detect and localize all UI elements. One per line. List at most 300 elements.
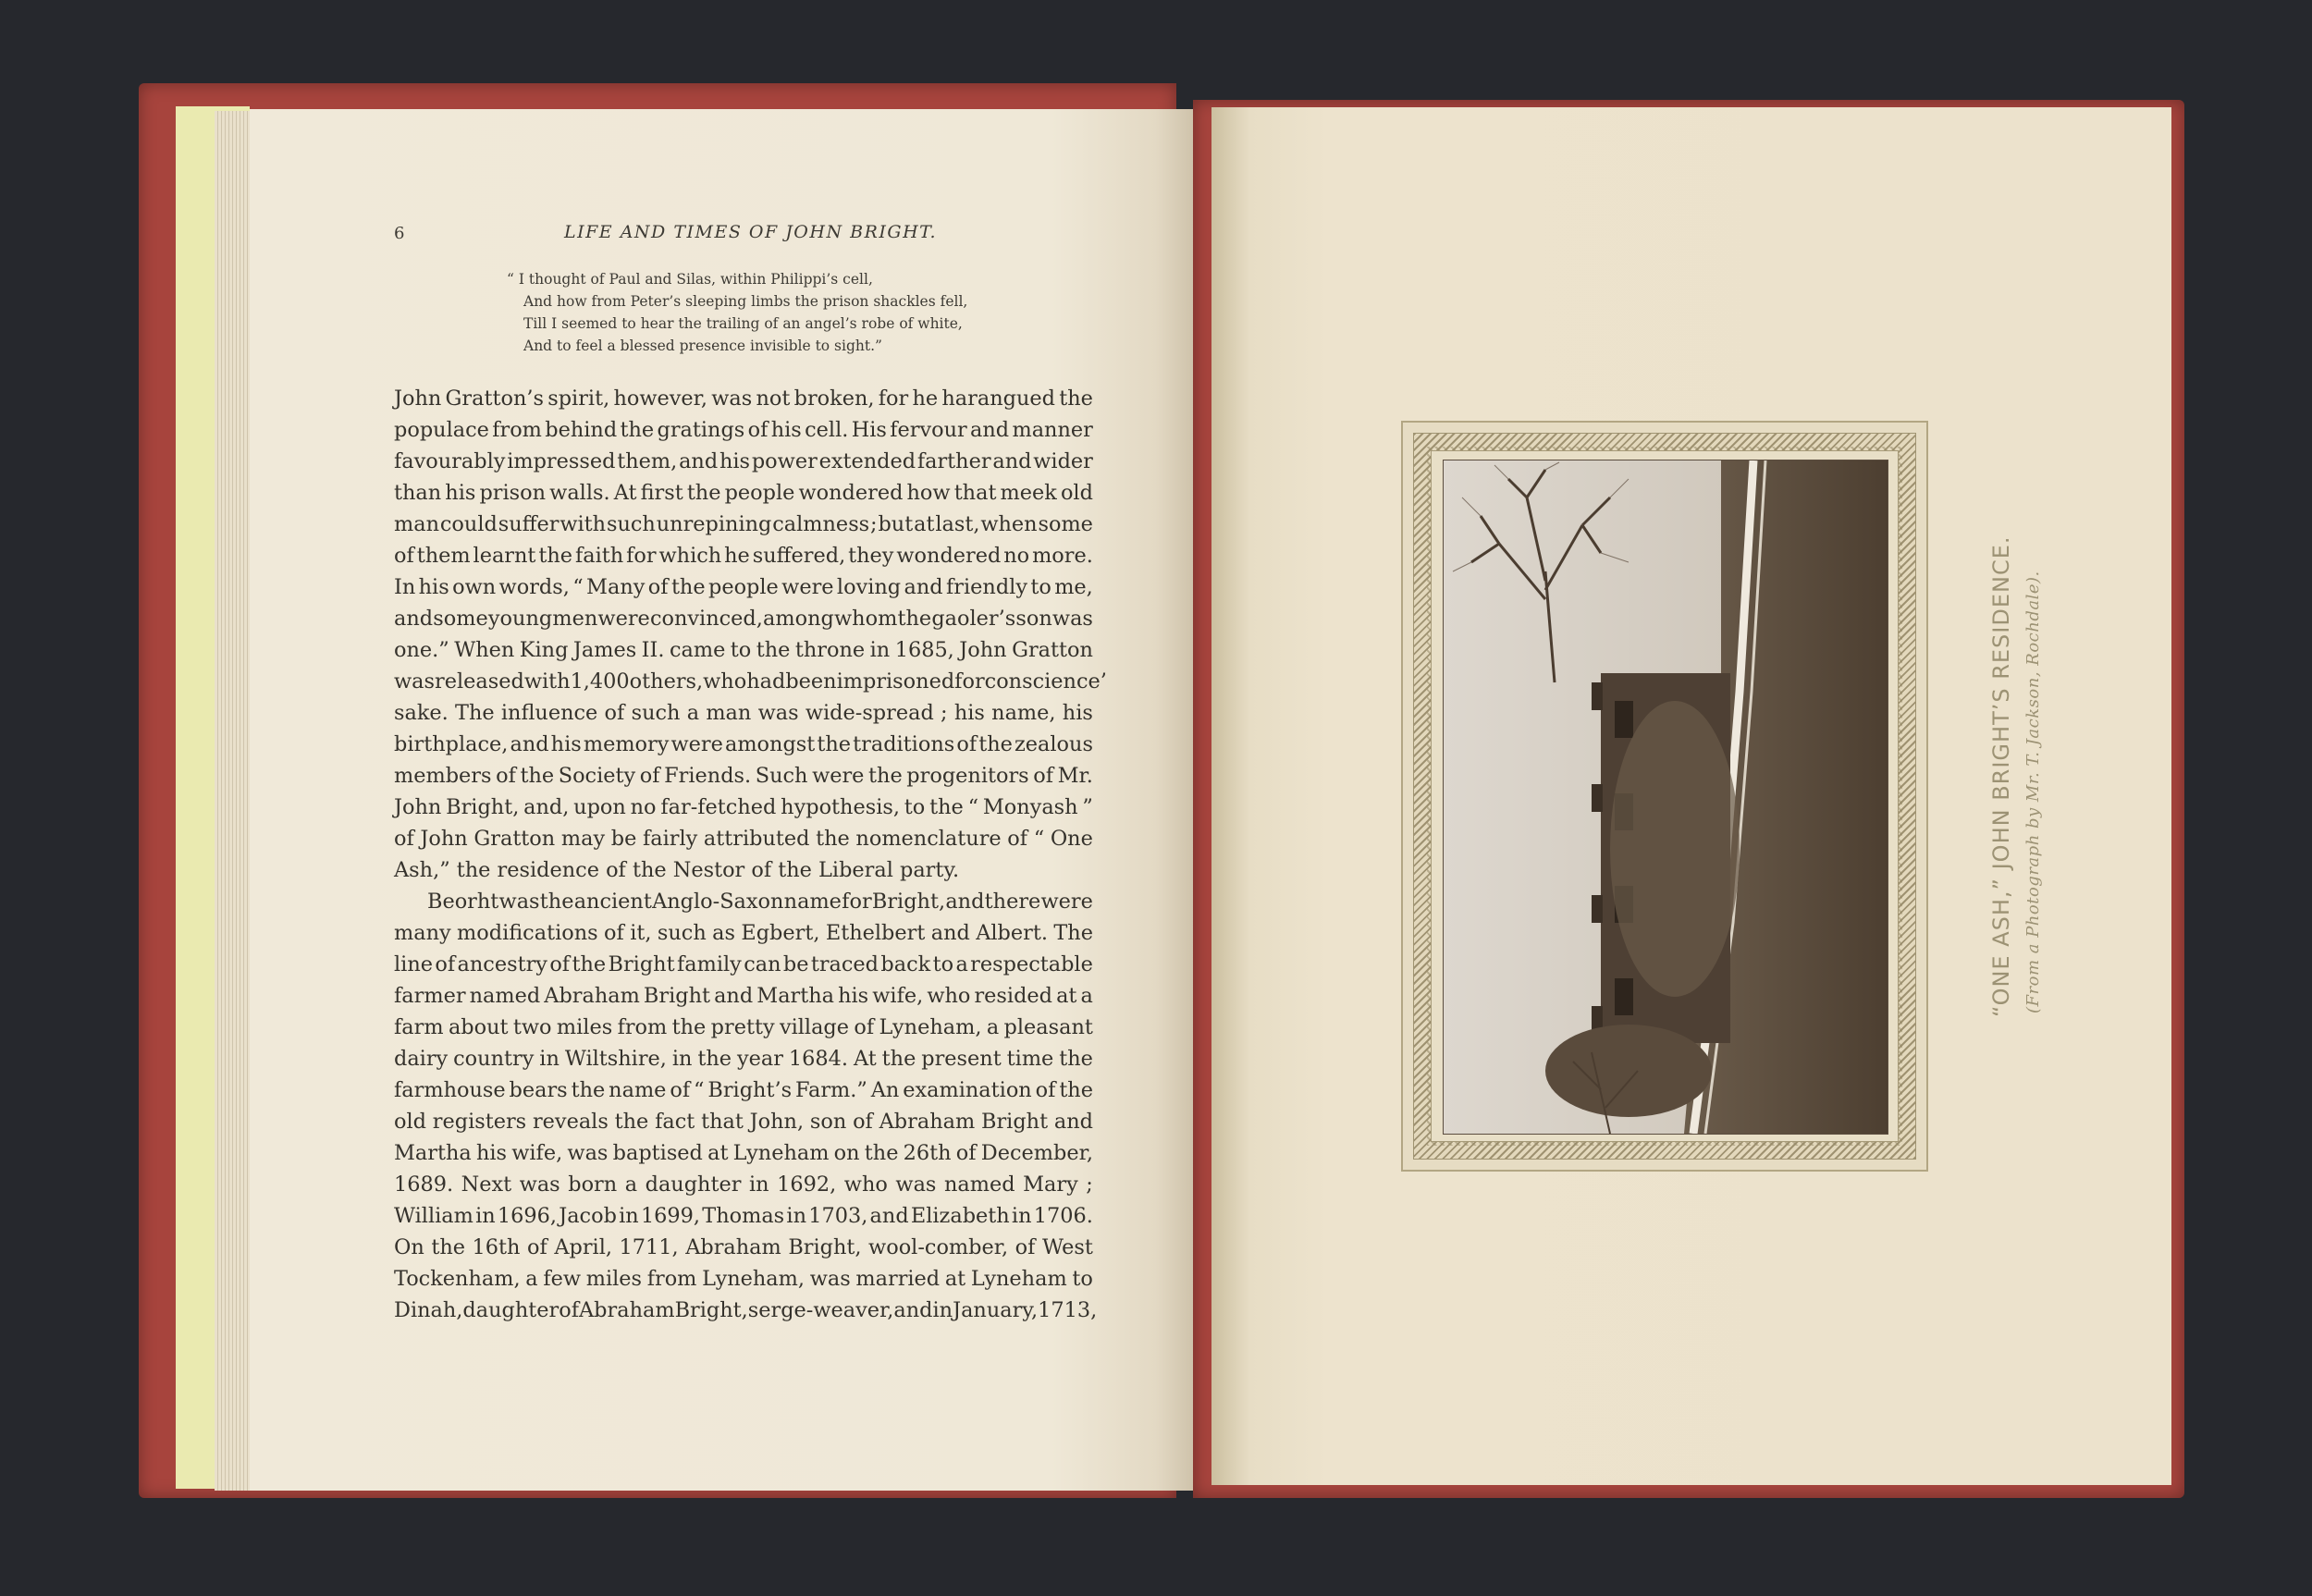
word: James	[572, 638, 637, 662]
word: who	[703, 669, 747, 694]
word: of	[639, 764, 660, 788]
word: “	[572, 575, 584, 599]
word: Albert.	[976, 921, 1048, 945]
word: Anglo-Saxon	[652, 890, 784, 914]
word: Ethelbert	[825, 921, 926, 945]
word: to	[1072, 1267, 1093, 1291]
word: modifications	[457, 921, 598, 945]
word: which	[658, 544, 722, 568]
word: An	[870, 1078, 900, 1102]
word: family	[676, 952, 742, 976]
word: more.	[1032, 544, 1093, 568]
word: the	[868, 764, 903, 788]
word: from	[492, 418, 542, 442]
page-number: 6	[394, 224, 405, 243]
word: many	[394, 921, 451, 945]
word: Lyneham	[732, 1141, 830, 1165]
word: Jacob	[559, 1204, 617, 1228]
word: two	[512, 1015, 552, 1039]
word: Beorht	[427, 890, 499, 914]
word: of	[559, 1298, 580, 1322]
word: were	[812, 764, 865, 788]
word: in	[539, 1047, 560, 1071]
word: and	[970, 418, 1010, 442]
word: was	[567, 1141, 609, 1165]
word: registers	[432, 1110, 527, 1134]
text-line	[394, 540, 1093, 571]
word: a	[686, 701, 700, 725]
word: broken,	[793, 387, 875, 411]
word: named	[943, 1172, 1015, 1197]
word: son	[1015, 607, 1052, 631]
word: the	[978, 732, 1013, 756]
text-line	[394, 1169, 1093, 1200]
word: of	[1015, 1235, 1036, 1259]
word: On	[394, 1235, 424, 1259]
word: Mr.	[1057, 764, 1093, 788]
text-line	[394, 1043, 1093, 1074]
word: old	[1060, 481, 1093, 505]
word: farmer	[394, 984, 466, 1008]
word: at	[707, 1141, 729, 1165]
word: to	[932, 952, 954, 976]
word: reveals	[532, 1110, 609, 1134]
word: last,	[935, 512, 980, 536]
word: ancestry	[457, 952, 547, 976]
word: be	[610, 827, 637, 851]
word: Abraham	[879, 1110, 976, 1134]
word: of	[496, 764, 516, 788]
word: daughter	[645, 1172, 742, 1197]
word: and	[945, 890, 985, 914]
word: wife,	[872, 984, 924, 1008]
word: released	[435, 669, 524, 694]
word: ancient	[573, 890, 652, 914]
verse-line: Till I seemed to hear the trailing of an angel’s robe of white,	[523, 315, 963, 332]
word: his	[719, 449, 751, 473]
word: the	[864, 1141, 899, 1165]
word: behind	[545, 418, 618, 442]
word: baptised	[612, 1141, 703, 1165]
word: 1713,	[1038, 1298, 1098, 1322]
word: Wiltshire,	[564, 1047, 667, 1071]
word: fervour	[890, 418, 967, 442]
word: no	[630, 795, 657, 819]
text-line	[394, 509, 1093, 540]
word: Bright,	[788, 1235, 862, 1259]
word: At	[613, 481, 637, 505]
word: in	[475, 1204, 496, 1228]
word: he	[724, 544, 750, 568]
word: he	[912, 387, 939, 411]
word: first	[640, 481, 683, 505]
word: John	[959, 638, 1007, 662]
word: there	[984, 890, 1041, 914]
word: came	[669, 638, 726, 662]
word: the	[1059, 1047, 1093, 1071]
word: amongst	[724, 732, 816, 756]
word: impressed	[507, 449, 616, 473]
photo-caption-title: “ONE ASH,” JOHN BRIGHT’S RESIDENCE.	[1988, 535, 2014, 1017]
word: one.”	[394, 638, 449, 662]
word: in	[869, 638, 891, 662]
word: was	[809, 1267, 851, 1291]
word: Mary	[1023, 1172, 1078, 1197]
word: far-fetched	[660, 795, 777, 819]
word: Elizabeth	[910, 1204, 1010, 1228]
word: daughter	[462, 1298, 560, 1322]
word: April,	[554, 1235, 612, 1259]
text-line	[394, 729, 1093, 760]
word: and	[394, 607, 434, 631]
word: village	[779, 1015, 850, 1039]
word: a	[986, 1015, 1000, 1039]
word: me,	[1054, 575, 1093, 599]
text-line	[394, 760, 1093, 792]
word: at	[1056, 984, 1077, 1008]
word: them,	[617, 449, 678, 473]
word: his	[475, 1141, 508, 1165]
word: however,	[613, 387, 708, 411]
word: dairy	[394, 1047, 449, 1071]
word: suffered,	[752, 544, 846, 568]
word: it,	[630, 921, 652, 945]
word: prison	[479, 481, 547, 505]
word: 1689.	[394, 1172, 454, 1197]
running-head: LIFE AND TIMES OF JOHN BRIGHT.	[564, 222, 938, 242]
text-line	[394, 477, 1093, 509]
word: some	[433, 607, 488, 631]
word: Tockenham,	[394, 1267, 521, 1291]
word: and	[904, 575, 943, 599]
word: for	[878, 387, 909, 411]
word: line	[394, 952, 433, 976]
word: the	[539, 890, 574, 914]
word: was	[498, 890, 540, 914]
word: a	[955, 952, 968, 976]
word: John,	[749, 1110, 805, 1134]
word: the	[538, 544, 573, 568]
word: of	[527, 1235, 547, 1259]
word: and	[1053, 1110, 1093, 1134]
word: his	[445, 481, 476, 505]
text-line	[394, 980, 1093, 1012]
word: and	[930, 921, 970, 945]
word: John	[394, 795, 442, 819]
word: were	[781, 575, 834, 599]
text-line	[394, 634, 1093, 666]
word: the	[756, 638, 791, 662]
word: that	[953, 481, 997, 505]
word: January,	[953, 1298, 1039, 1322]
text-line	[394, 917, 1093, 949]
word: than	[394, 481, 442, 505]
word: 1706.	[1033, 1204, 1093, 1228]
word: 1696,	[497, 1204, 557, 1228]
word: in	[671, 1047, 693, 1071]
word: 1692,	[777, 1172, 837, 1197]
word: progenitors	[906, 764, 1029, 788]
word: such	[606, 512, 656, 536]
word: on	[833, 1141, 860, 1165]
verse-quotation	[507, 268, 1062, 357]
word: words,	[498, 575, 570, 599]
word: some	[1038, 512, 1093, 536]
word: Bright,	[674, 1298, 748, 1322]
word: miles	[585, 1267, 643, 1291]
word: were	[670, 732, 723, 756]
word: that	[701, 1110, 744, 1134]
word: the	[697, 1047, 732, 1071]
word: them	[416, 544, 471, 568]
word: name,	[991, 701, 1056, 725]
word: One	[1050, 827, 1093, 851]
word: people	[707, 575, 779, 599]
photo-caption-credit: (From a Photograph by Mr. T. Jackson, Rochdale).	[2023, 571, 2043, 1013]
text-line	[394, 414, 1093, 446]
word: gratings	[657, 418, 745, 442]
word: others,	[629, 669, 704, 694]
word: of	[604, 921, 624, 945]
word: 1711,	[619, 1235, 679, 1259]
word: in	[932, 1298, 953, 1322]
word: “	[967, 795, 979, 819]
word: When	[454, 638, 515, 662]
word: convinced,	[649, 607, 763, 631]
word: the	[671, 1015, 707, 1039]
word: of	[435, 952, 456, 976]
word: the	[1059, 387, 1093, 411]
word: they	[848, 544, 894, 568]
word: 1685,	[894, 638, 954, 662]
word: Gratton	[473, 827, 556, 851]
word: had	[746, 669, 786, 694]
word: “	[694, 1078, 705, 1102]
word: and	[510, 732, 549, 756]
word: country	[453, 1047, 535, 1071]
text-line	[394, 792, 1093, 823]
word: the	[614, 1110, 649, 1134]
word: were	[597, 607, 650, 631]
text-line	[394, 1137, 1093, 1169]
word: from	[646, 1267, 697, 1291]
word: man	[706, 701, 752, 725]
word: Society	[558, 764, 636, 788]
text-line	[394, 823, 1093, 854]
word: unrepining	[656, 512, 772, 536]
word: his	[770, 418, 802, 442]
verse-line: And how from Peter’s sleeping limbs the prison shackles fell,	[523, 293, 968, 310]
word: traced	[810, 952, 879, 976]
word: but	[878, 512, 914, 536]
word: His	[851, 418, 887, 442]
word: bears	[509, 1078, 568, 1102]
word: the	[686, 481, 721, 505]
photo-illustration	[1444, 460, 1888, 1134]
word: Martha	[394, 1141, 472, 1165]
word: with	[523, 669, 571, 694]
word: a	[624, 1172, 638, 1197]
word: members	[394, 764, 492, 788]
word: of	[955, 1141, 977, 1165]
word: Bright’s	[707, 1078, 793, 1102]
word: the	[620, 418, 655, 442]
word: was	[519, 1172, 560, 1197]
word: back	[880, 952, 931, 976]
word: serge-weaver,	[747, 1298, 894, 1322]
word: for	[626, 544, 657, 568]
word: the	[520, 764, 555, 788]
text-line	[394, 1012, 1093, 1043]
word: the	[881, 1047, 916, 1071]
word: present	[921, 1047, 1002, 1071]
word: of	[549, 952, 571, 976]
word: a	[1080, 984, 1093, 1008]
word: Lyneham,	[702, 1267, 806, 1291]
word: was	[394, 669, 436, 694]
word: Many	[586, 575, 646, 599]
word: 1,400	[570, 669, 630, 694]
word: hypothesis,	[781, 795, 900, 819]
word: wide-spread	[805, 701, 934, 725]
word: the	[929, 795, 964, 819]
word: birthplace,	[394, 732, 509, 756]
word: Abraham	[579, 1298, 675, 1322]
word: may	[560, 827, 606, 851]
word: his	[838, 984, 869, 1008]
word: extended	[818, 449, 916, 473]
word: pretty	[710, 1015, 775, 1039]
word: year	[737, 1047, 783, 1071]
word: friendly	[946, 575, 1027, 599]
word: to	[904, 795, 926, 819]
word: 1703,	[808, 1204, 868, 1228]
word: young	[487, 607, 553, 631]
word: for	[842, 890, 872, 914]
word: spirit,	[547, 387, 610, 411]
word: his	[418, 575, 449, 599]
word: whom	[834, 607, 898, 631]
word: traditions	[853, 732, 955, 756]
verse-line: And to feel a blessed presence invisible to sight.”	[523, 338, 882, 354]
word: his	[1062, 701, 1093, 725]
word: Bright,	[446, 795, 520, 819]
word: favourably	[394, 449, 506, 473]
word: be	[782, 952, 809, 976]
word: nomenclature	[855, 827, 1002, 851]
word: loving	[836, 575, 902, 599]
word: how	[906, 481, 951, 505]
word: married	[855, 1267, 941, 1291]
word: wife,	[511, 1141, 563, 1165]
text-line	[394, 666, 1107, 697]
word: the	[572, 952, 607, 976]
word: harangued	[941, 387, 1055, 411]
word: Lyneham	[970, 1267, 1067, 1291]
word: learnt	[473, 544, 536, 568]
verse-line: “ I thought of Paul and Silas, within Philippi’s cell,	[507, 271, 873, 288]
word: of	[604, 701, 625, 725]
word: the	[1059, 1078, 1093, 1102]
word: from	[617, 1015, 668, 1039]
word: 26th	[903, 1141, 952, 1165]
word: zealous	[1014, 732, 1093, 756]
word: was	[757, 701, 799, 725]
word: and	[869, 1204, 909, 1228]
word: The	[455, 701, 495, 725]
word: at	[944, 1267, 966, 1291]
word: the	[670, 575, 706, 599]
word: in	[748, 1172, 769, 1197]
word: Bright	[608, 952, 675, 976]
word: suffer	[498, 512, 560, 536]
word: gaoler’s	[931, 607, 1016, 631]
word: named	[469, 984, 541, 1008]
word: attributed	[703, 827, 810, 851]
word: own	[452, 575, 497, 599]
word: who	[843, 1172, 888, 1197]
word: few	[543, 1267, 582, 1291]
word: Bright	[643, 984, 710, 1008]
word: could	[439, 512, 498, 536]
text-line	[394, 1295, 1098, 1326]
word: among	[763, 607, 834, 631]
word: cell.	[805, 418, 849, 442]
paragraph-1	[394, 383, 1107, 886]
word: “	[1033, 827, 1045, 851]
word: the	[897, 607, 932, 631]
word: December,	[980, 1141, 1093, 1165]
text-line	[394, 1106, 1093, 1137]
word: for	[954, 669, 985, 694]
word: 16th	[472, 1235, 521, 1259]
word: of	[1007, 827, 1028, 851]
word: people	[724, 481, 795, 505]
body-text	[394, 383, 1107, 1326]
word: with	[560, 512, 607, 536]
word: a	[525, 1267, 538, 1291]
word: was	[1051, 607, 1093, 631]
word: farther	[916, 449, 991, 473]
word: about	[448, 1015, 509, 1039]
word: Gratton	[1012, 638, 1093, 662]
word: ;	[870, 512, 878, 536]
word: in	[786, 1204, 806, 1228]
word: pleasant	[1003, 1015, 1093, 1039]
word: old	[394, 1110, 426, 1134]
word: in	[1011, 1204, 1032, 1228]
word: not	[756, 387, 791, 411]
word: West	[1041, 1235, 1093, 1259]
word: such	[631, 701, 681, 725]
text-line	[394, 603, 1093, 634]
word: been	[785, 669, 837, 694]
word: and,	[523, 795, 570, 819]
word: was	[895, 1172, 937, 1197]
word: was	[711, 387, 753, 411]
word: at	[914, 512, 935, 536]
word: Abraham	[685, 1235, 781, 1259]
word: wool-comber,	[868, 1235, 1009, 1259]
word: and	[679, 449, 719, 473]
text-line	[394, 697, 1093, 729]
word: Friends.	[664, 764, 752, 788]
word: respectable	[970, 952, 1093, 976]
word: Bright,	[871, 890, 946, 914]
word: farm	[394, 1015, 444, 1039]
word: sake.	[394, 701, 449, 725]
word: meek	[1000, 481, 1057, 505]
